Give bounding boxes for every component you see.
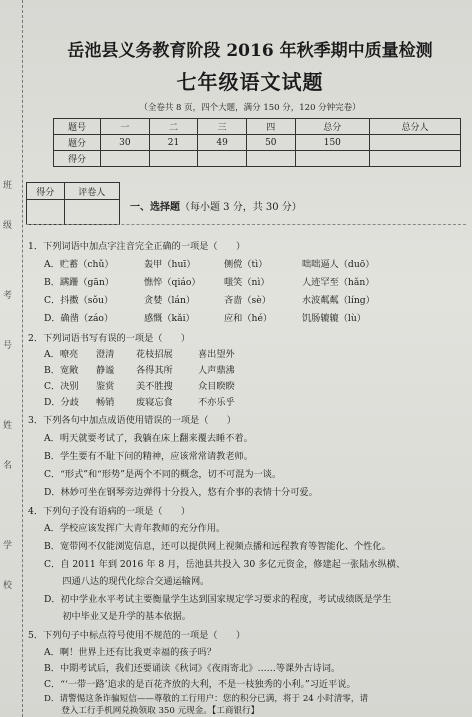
option-item: 感慨（kǎi）: [144, 313, 195, 324]
option-item: 应和（hé）: [224, 313, 273, 324]
option-item: 咄咄逼人（duō）: [302, 259, 375, 270]
score-cell: 二: [149, 119, 198, 135]
option-row: D．请警惕这条诈骗短信——尊敬的工行用户：您的积分已满，将于 24 小时清零，请: [44, 694, 369, 704]
score-row-headers: [54, 119, 461, 135]
option-row: 初中毕业又是升学的基本依据。: [44, 611, 191, 622]
score-cell: 30: [101, 135, 150, 151]
option-item: 鉴赏: [96, 381, 115, 392]
score-cell: 四: [246, 119, 295, 135]
option-item: 人迹罕至（hǎn）: [302, 277, 375, 288]
question-stem: 2．下列词语书写有误的一项是（ ）: [28, 333, 191, 344]
option-row: [44, 394, 235, 408]
score-cell[interactable]: [149, 151, 198, 167]
option-row: A．明天就要考试了，我躺在床上翻来覆去睡不着。: [44, 433, 253, 444]
option-row: [44, 346, 235, 360]
option-row: A．学校应该发挥广大青年教师的充分作用。: [44, 523, 226, 534]
option-item: 侧傥（tì）: [224, 259, 268, 270]
option-row: [44, 274, 374, 288]
score-row-obtained: [54, 151, 461, 167]
score-cell: 21: [149, 135, 198, 151]
option-item: 吝啬（sè）: [224, 295, 271, 306]
binding-char: 班: [3, 181, 13, 191]
score-cell[interactable]: [246, 151, 295, 167]
score-cell: 总分人: [370, 119, 461, 135]
section-detail: （每小题 3 分，共 30 分）: [180, 202, 302, 213]
option-item: 嗤笑（nì）: [224, 277, 270, 288]
option-item: A．嘹亮: [44, 349, 79, 360]
option-item: 花枝招展: [136, 349, 173, 360]
option-item: C．决别: [44, 381, 79, 392]
option-row: D．林妙可坐在钢琴旁边弹得十分投入，悠有介事的表情十分可爱。: [44, 487, 318, 498]
score-cell: 150: [295, 135, 369, 151]
question-stem: 3．下列各句中加点成语使用错误的一项是（ ）: [28, 415, 236, 426]
option-item: 不亦乐乎: [198, 397, 235, 408]
option-item: 静谧: [96, 365, 115, 376]
score-cell: 一: [101, 119, 150, 135]
binding-char: 号: [3, 341, 13, 351]
option-item: 饥肠辘辘（lù）: [302, 313, 366, 324]
option-row: [44, 362, 235, 376]
binding-char: 名: [3, 461, 13, 471]
score-cell: 三: [198, 119, 247, 135]
option-row: B．中期考试后，我们还要诵读《秋词》《夜雨寄北》……等课外古诗词。: [44, 663, 341, 674]
option-item: 畅销: [96, 397, 115, 408]
score-cell: [370, 135, 461, 151]
option-item: 憔悴（qiáo）: [144, 277, 201, 288]
binding-char: 校: [3, 581, 13, 591]
option-item: 众目睽睽: [198, 381, 235, 392]
option-item: 各得其所: [136, 365, 173, 376]
question-stem: 5．下列句子中标点符号使用不规范的一项是（ ）: [28, 630, 246, 641]
score-cell: 题号: [54, 119, 101, 135]
option-row: 四通八达的现代化综合交通运输网。: [44, 576, 210, 587]
option-item: B．宽敞: [44, 365, 79, 376]
option-row: C．自 2011 年到 2016 年 8 月，岳池县共投入 30 多亿元资金，修建起一张陆水纵横、: [44, 559, 406, 570]
grader-score-cell[interactable]: [27, 200, 65, 225]
option-row: [44, 292, 375, 306]
option-item: 人声鼎沸: [198, 365, 235, 376]
option-row: B．宽带网不仅能浏览信息，还可以提供网上视频点播和远程教育等智能化、个性化。: [44, 541, 391, 552]
option-row: [44, 378, 235, 392]
score-cell: 50: [246, 135, 295, 151]
binding-char: 级: [3, 221, 13, 231]
score-cell: 49: [198, 135, 247, 151]
score-cell[interactable]: [370, 151, 461, 167]
grader-name-cell[interactable]: [64, 200, 119, 225]
option-row: C．“‘一带一路’追求的是百花齐放的大利，不是一枝独秀的小利。”习近平说。: [44, 679, 356, 690]
option-row: C．“形式”和“形势”是两个不同的概念，切不可混为一谈。: [44, 469, 282, 480]
option-item: 水波粼粼（líng）: [302, 295, 375, 306]
option-row: [44, 256, 374, 270]
score-row-points: [54, 135, 461, 151]
option-item: C．抖擞（sǒu）: [44, 295, 114, 306]
option-row: B．学生要有不耻下问的精神，应该常常请教老师。: [44, 451, 253, 462]
exam-subtitle: 七年级语文试题: [176, 70, 324, 94]
exam-note: （全卷共 8 页，四个大题，满分 150 分，120 分钟完卷）: [139, 103, 361, 113]
grader-name-label: 评卷人: [64, 183, 119, 200]
exam-title: 岳池县义务教育阶段 2016 年秋季期中质量检测: [67, 41, 433, 61]
grader-box: [26, 182, 120, 225]
binding-char: 学: [3, 541, 13, 551]
score-cell[interactable]: [101, 151, 150, 167]
option-item: D．确凿（záo）: [44, 313, 114, 324]
score-cell: 总分: [295, 119, 369, 135]
score-cell[interactable]: [198, 151, 247, 167]
binding-char: 姓: [3, 421, 13, 431]
option-item: D．分歧: [44, 397, 79, 408]
option-item: 喜出望外: [198, 349, 235, 360]
option-item: 轰甲（huī）: [144, 259, 196, 270]
option-row: 登入工行手机网兑换领取 350 元现金。【工商银行】: [44, 706, 260, 716]
question-stem: 4．下列句子没有语病的一项是（ ）: [28, 506, 191, 517]
section-heading: [130, 198, 302, 213]
option-row: [44, 310, 366, 324]
grader-score-label: 得分: [27, 183, 65, 200]
option-row: A．啊！世界上还有比我更幸福的孩子吗？: [44, 647, 217, 658]
binding-char: 考: [3, 291, 13, 301]
score-cell: 题分: [54, 135, 101, 151]
score-table: [53, 118, 461, 167]
score-cell: 得分: [54, 151, 101, 167]
score-cell[interactable]: [295, 151, 369, 167]
option-item: 美不胜搜: [136, 381, 173, 392]
question-stem: 1．下列词语中加点字注音完全正确的一项是（ ）: [28, 241, 246, 252]
option-item: B．蹒跚（gān）: [44, 277, 114, 288]
section-title: 一、选择题: [130, 202, 180, 213]
option-row: D．初中学业水平考试主要衡量学生达到国家规定学习要求的程度，考试成绩既是学生: [44, 594, 392, 605]
option-item: A．贮蓄（chǔ）: [44, 259, 114, 270]
binding-margin: [0, 0, 23, 717]
option-item: 废寝忘食: [136, 397, 173, 408]
divider: [26, 224, 466, 225]
option-item: 澄清: [96, 349, 115, 360]
option-item: 贪婪（lán）: [144, 295, 196, 306]
